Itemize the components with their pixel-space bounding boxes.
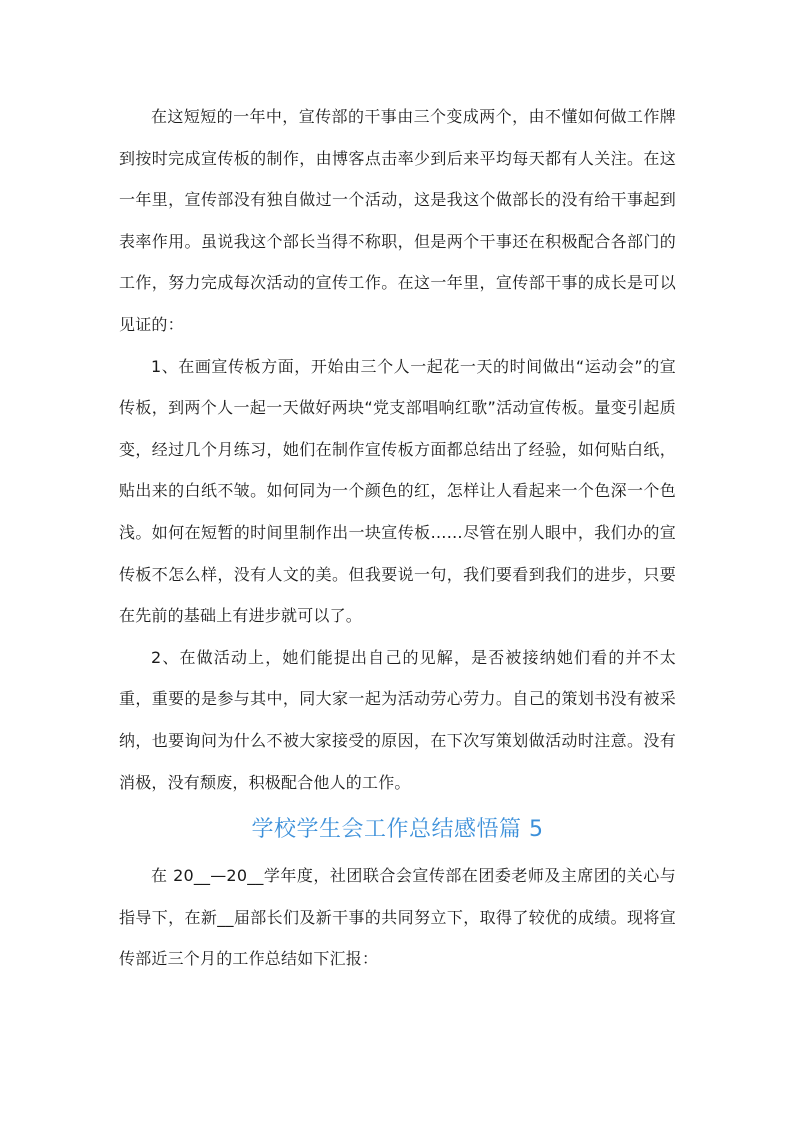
paragraph-intro: 在这短短的一年中，宣传部的干事由三个变成两个，由不懂如何做工作牌到按时完成宣传板的制作，由博客点击率少到后来平均每天都有人关注。在这一年里，宣传部没有独自做过一个活动，这是我这个做部长的没有给干事起到表率作用。虽说我这个部长当得不称职，但是两个干事还在积极配合各部门的工作，努力完成每次活动的宣传工作。在这一年里，宣传部干事的成长是可以见证的： [119,107,676,334]
paragraph-section-5-intro: 在 20__—20__学年度，社团联合会宣传部在团委老师及主席团的关心与指导下，在新__届部长们及新干事的共同努立下，取得了较优的成绩。现将宣传部近三个月的工作总结如下汇报： [119,866,676,969]
paragraph-item-1: 1、在画宣传板方面，开始由三个人一起花一天的时间做出“运动会”的宣传板，到两个人一起一天做好两块“党支部唱响红歌”活动宣传板。量变引起质变，经过几个月练习，她们在制作宣传板方面都总结出了经验，如何贴白纸，贴出来的白纸不皱。如何同为一个颜色的红，怎样让人看起来一个色深一个色浅。如何在短暂的时间里制作出一块宣传板……尽管在别人眼中，我们办的宣传板不怎么样，没有人文的美。但我要说一句，我们要看到我们的进步，只要在先前的基础上有进步就可以了。 [119,356,676,626]
section-heading: 学校学生会工作总结感悟篇 5 [251,817,544,843]
paragraph-item-2: 2、在做活动上，她们能提出自己的见解，是否被接纳她们看的并不太重，重要的是参与其中，同大家一起为活动劳心劳力。自己的策划书没有被采纳，也要询问为什么不被大家接受的原因，在下次写策划做活动时注意。没有消极，没有颓废，积极配合他人的工作。 [119,647,676,792]
document-page [119,96,676,980]
